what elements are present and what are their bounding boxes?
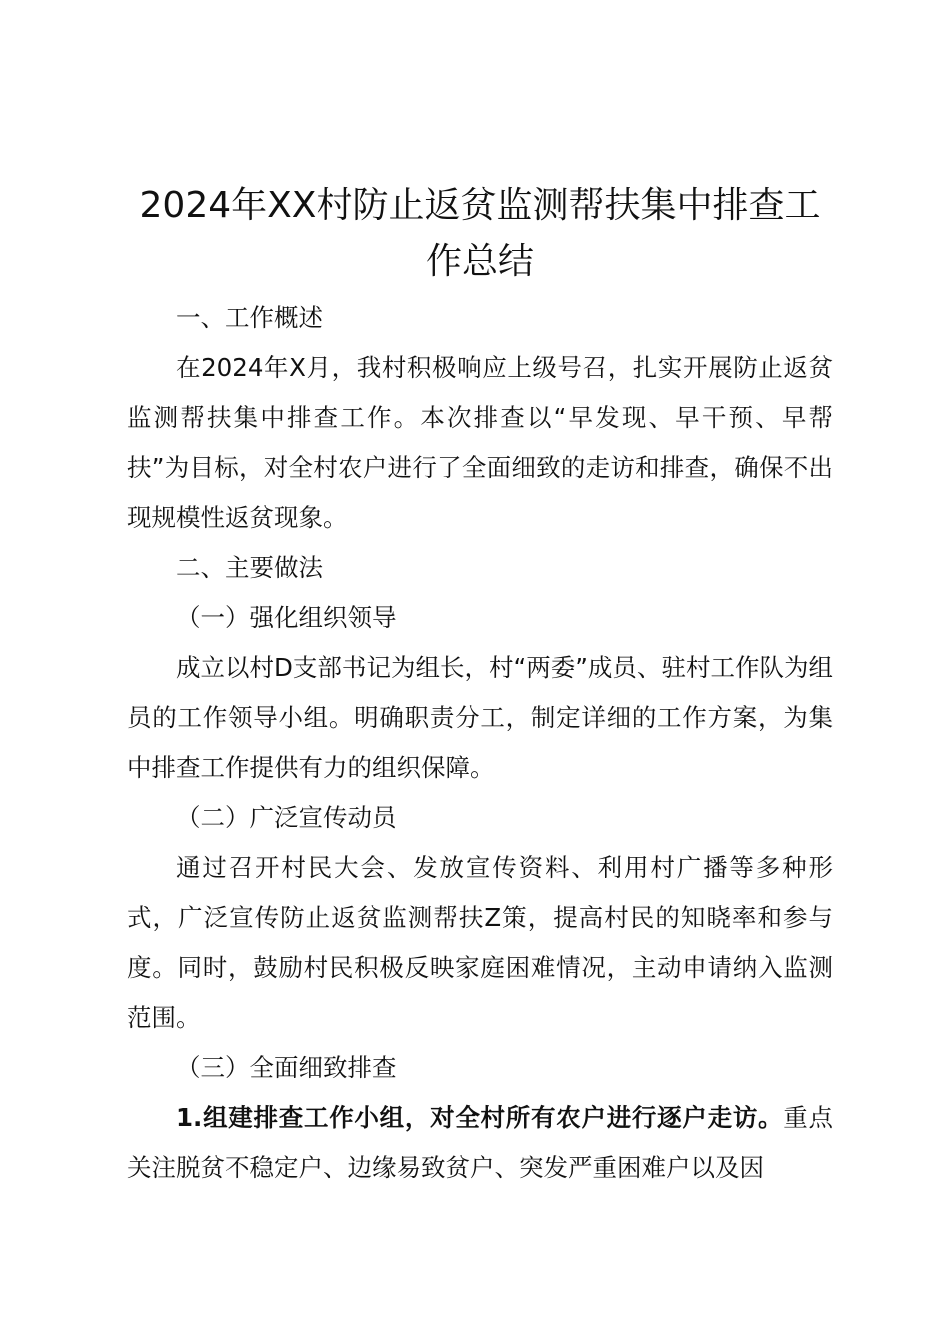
section-heading-main-practices: 二、主要做法 <box>176 553 323 582</box>
subsection-heading-publicity: （二）广泛宣传动员 <box>176 803 397 832</box>
publicity-paragraph: 通过召开村民大会、发放宣传资料、利用村广播等多种形式，广泛宣传防止返贫监测帮扶Z策，提高村民的知晓率和参与度。同时，鼓励村民积极反映家庭困难情况，主动申请纳入监测范围。 <box>127 853 833 1032</box>
inspection-item-text: 重点关注脱贫不稳定户、边缘易致贫户、突发严重困难户以及因 <box>127 1103 834 1182</box>
organization-paragraph: 成立以村D支部书记为组长，村“两委”成员、驻村工作队为组员的工作领导小组。明确职责分工，制定详细的工作方案，为集中排查工作提供有力的组织保障。 <box>127 653 833 782</box>
document-title: 2024年XX村防止返贫监测帮扶集中排查工作总结 <box>139 185 821 282</box>
subsection-heading-inspection: （三）全面细致排查 <box>176 1053 397 1082</box>
document-page <box>127 178 833 1193</box>
inspection-item-paragraph <box>127 1093 833 1193</box>
subsection-heading-organization: （一）强化组织领导 <box>176 603 397 632</box>
inspection-item-lead: 1.组建排查工作小组，对全村所有农户进行逐户走访。 <box>176 1103 784 1132</box>
overview-paragraph: 在2024年X月，我村积极响应上级号召，扎实开展防止返贫监测帮扶集中排查工作。本次排查以“早发现、早干预、早帮扶”为目标，对全村农户进行了全面细致的走访和排查，确保不出现规模性返贫现象。 <box>127 353 833 532</box>
section-heading-overview: 一、工作概述 <box>176 303 323 332</box>
